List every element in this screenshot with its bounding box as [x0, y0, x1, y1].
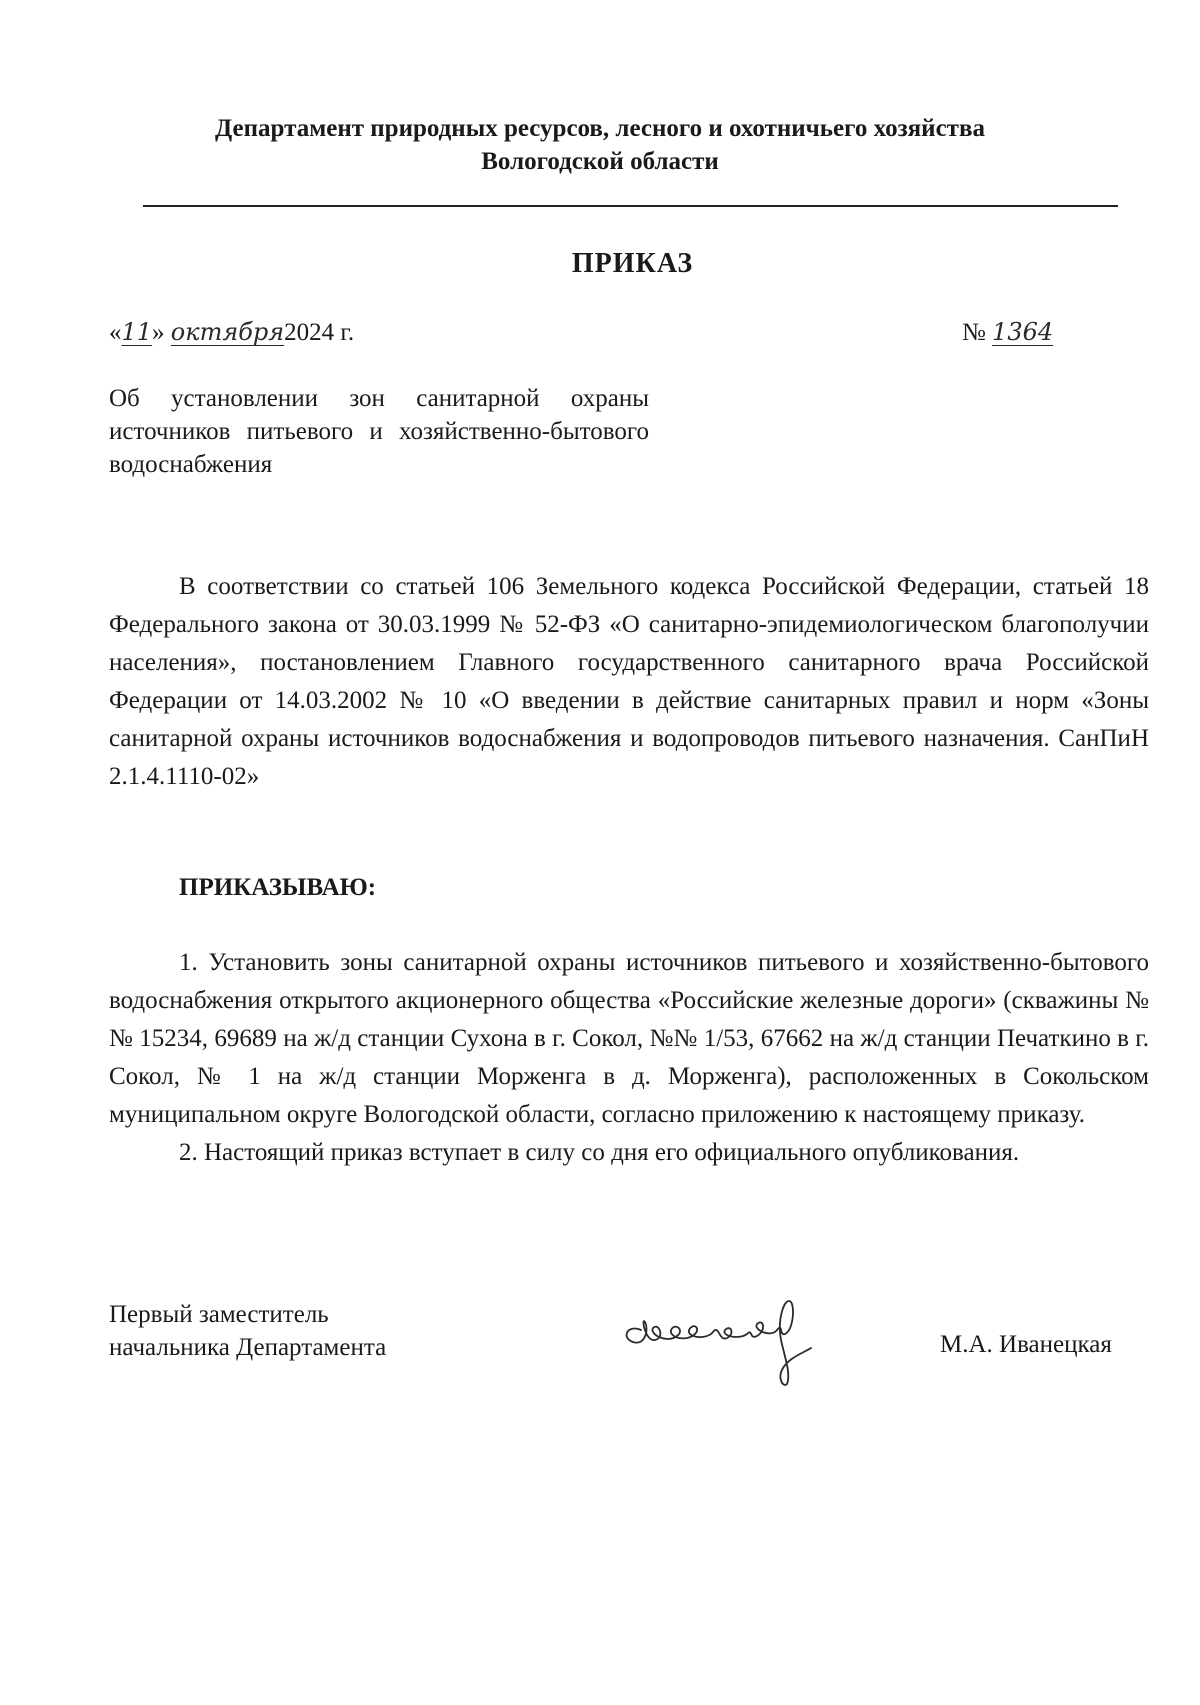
number-value-handwritten: 1364 [992, 318, 1054, 346]
order-point-1: 1. Установить зоны санитарной охраны источников питьевого и хозяйственно-бытового водоснабжения открытого акционерного общества «Российские железные дороги» (скважины №№ 15234, 69689 на ж/д станции Сухона в г. Сокол, №№ 1/53, 67662 на ж/д станции Печаткино в г. Сокол, № 1 на ж/д станции Морженга в д. Морженга), расположенных в Сокольском муниципальном округе Вологодской области, согласно приложению к настоящему приказу. [109, 949, 1149, 1128]
date-day-handwritten: 11 [121, 318, 153, 346]
order-heading: ПРИКАЗЫВАЮ: [179, 874, 377, 901]
header-divider [143, 205, 1118, 207]
date-year: 2024 г. [284, 319, 355, 346]
organization-name-line1: Департамент природных ресурсов, лесного и охотничьего хозяйства [215, 115, 985, 142]
date-close-quote: » [152, 319, 165, 346]
signer-position [109, 1298, 386, 1364]
date-month-handwritten: октября [170, 318, 285, 346]
document-subject: Об установлении зон санитарной охраны источников питьевого и хозяйственно-бытового водоснабжения [109, 385, 649, 478]
handwritten-signature [615, 1278, 835, 1393]
document-type-title: ПРИКАЗ [571, 248, 694, 279]
signer-position-line2: начальника Департамента [109, 1334, 387, 1361]
date-open-quote: « [109, 319, 122, 346]
number-label: № [962, 319, 986, 346]
signer-position-line1: Первый заместитель [109, 1301, 329, 1328]
preamble-paragraph: В соответствии со статьей 106 Земельного кодекса Российской Федерации, статьей 18 Федерального закона от 30.03.1999 № 52-ФЗ «О санитарно-эпидемиологическом благополучии населения», постановлением Главного государственного санитарного врача Российской Федерации от 14.03.2002 № 10 «О введении в действие санитарных правил и норм «Зоны санитарной охраны источников водоснабжения и водопроводов питьевого назначения. СанПиН 2.1.4.1110-02» [109, 573, 1149, 790]
order-point-2: 2. Настоящий приказ вступает в силу со дня его официального опубликования. [179, 1139, 1020, 1166]
document-number [962, 318, 1097, 347]
organization-header [120, 112, 1080, 178]
signer-name: М.А. Иванецкая [940, 1331, 1112, 1358]
document-date [109, 318, 354, 347]
order-points [109, 944, 1149, 1172]
organization-name-line2: Вологодской области [481, 148, 719, 175]
